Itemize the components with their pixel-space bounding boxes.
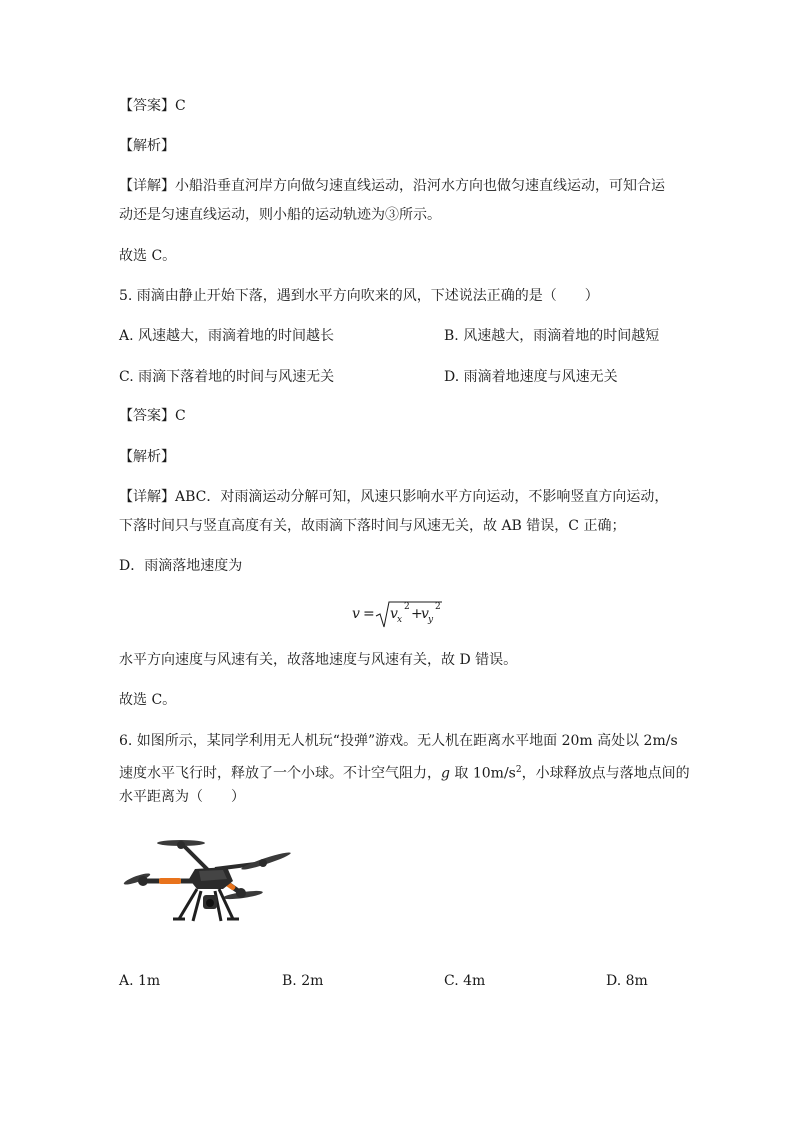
stem-part: ，小球释放点与落地点间的 [521,765,690,782]
question-6-stem-line1: 6. 如图所示，某同学利用无人机玩“投弹”游戏。无人机在距离水平地面 20m 高处以 2m/s [119,733,678,749]
q5-option-c: C. 雨滴下落着地的时间与风速无关 [119,369,335,385]
answer-label-1: 【答案】C [119,98,186,114]
formula-sup2: 2 [435,602,441,612]
unit-exponent: 2 [515,765,522,775]
q6-option-a: A. 1m [119,973,161,989]
formula-plus: + [411,606,423,622]
detail-line: 动还是匀速直线运动，则小船的运动轨迹为③所示。 [119,207,441,223]
question-6-stem-line3: 水平距离为（ ） [119,789,245,805]
formula-equals: = [363,606,375,622]
detail-line: 【详解】ABC．对雨滴运动分解可知，风速只影响水平方向运动，不影响竖直方向运动， [119,489,669,505]
gravity-symbol: g [441,765,450,782]
stem-part: 速度水平飞行时，释放了一个小球。不计空气阻力， [119,765,441,782]
choose-line-1: 故选 C。 [119,248,177,264]
question-6-stem-line2 [119,760,690,784]
analysis-label-1: 【解析】 [119,138,175,154]
formula-sub1: x [397,615,403,625]
velocity-formula [352,596,472,630]
q5-option-b: B. 风速越大，雨滴着地的时间越短 [444,328,660,344]
q5-option-a: A. 风速越大，雨滴着地的时间越长 [119,328,335,344]
detail-line: 【详解】小船沿垂直河岸方向做匀速直线运动，沿河水方向也做匀速直线运动，可知合运 [119,178,665,194]
detail-line: D．雨滴落地速度为 [119,558,243,574]
detail-line: 水平方向速度与风速有关，故落地速度与风速有关，故 D 错误。 [119,652,518,668]
detail-line: 下落时间只与竖直高度有关，故雨滴下落时间与风速无关，故 AB 错误，C 正确； [119,518,626,534]
analysis-label-5: 【解析】 [119,449,175,465]
q5-option-d: D. 雨滴着地速度与风速无关 [444,369,618,385]
formula-sup1: 2 [404,602,410,612]
q6-option-c: C. 4m [444,973,486,989]
formula-term2: v [421,606,429,622]
drone-image [123,833,295,927]
choose-line-5: 故选 C。 [119,692,177,708]
q6-option-d: D. 8m [606,973,648,989]
formula-lhs: v [352,606,360,622]
question-5-stem: 5. 雨滴由静止开始下落，遇到水平方向吹来的风，下述说法正确的是（ ） [119,288,599,304]
stem-part: 取 10m/s [449,765,516,782]
formula-sub2: y [428,615,434,625]
q6-option-b: B. 2m [282,973,324,989]
answer-label-5: 【答案】C [119,408,186,424]
formula-term1: v [390,606,398,622]
